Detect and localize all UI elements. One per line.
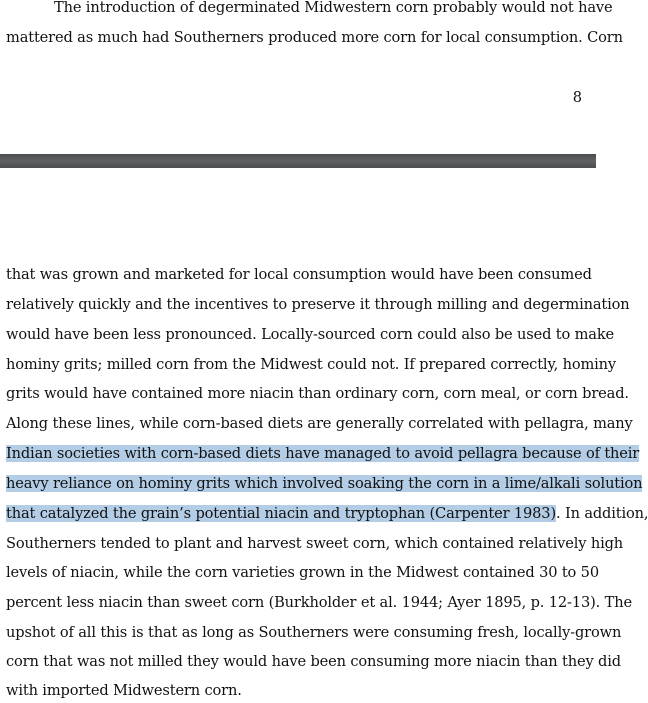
paragraph-line: The introduction of degerminated Midwestern corn probably would not have xyxy=(54,0,613,16)
paragraph-text: . In addition, xyxy=(555,505,648,522)
page-number: 8 xyxy=(572,89,582,106)
paragraph-line: grits would have contained more niacin than ordinary corn, corn meal, or corn bread. xyxy=(6,385,629,402)
text-highlight[interactable]: Indian societies with corn-based diets have managed to avoid pellagra because of their xyxy=(6,445,640,462)
text-highlight[interactable]: heavy reliance on hominy grits which involved soaking the corn in a lime/alkali solution xyxy=(6,475,643,492)
paragraph-line: with imported Midwestern corn. xyxy=(6,682,242,699)
paragraph-line: that was grown and marketed for local consumption would have been consumed xyxy=(6,266,592,283)
paragraph-line: relatively quickly and the incentives to preserve it through milling and degermination xyxy=(6,296,630,313)
paragraph-line: levels of niacin, while the corn varieties grown in the Midwest contained 30 to 50 xyxy=(6,564,599,581)
paragraph-line: Along these lines, while corn-based diets are generally correlated with pellagra, many xyxy=(6,415,633,432)
paragraph-line: percent less niacin than sweet corn (Burkholder et al. 1944; Ayer 1895, p. 12-13). The xyxy=(6,594,632,611)
paragraph-line: mattered as much had Southerners produced more corn for local consumption. Corn xyxy=(6,29,623,46)
page-top xyxy=(0,0,623,154)
paragraph-line-highlighted[interactable] xyxy=(6,474,643,494)
text-highlight[interactable]: that catalyzed the grain’s potential niacin and tryptophan (Carpenter 1983) xyxy=(6,505,556,522)
paragraph-line-highlighted[interactable] xyxy=(6,444,640,464)
paragraph-line: upshot of all this is that as long as Southerners were consuming fresh, locally-grown xyxy=(6,624,622,641)
paragraph-line: Southerners tended to plant and harvest sweet corn, which contained relatively high xyxy=(6,535,624,552)
page-separator xyxy=(0,154,596,168)
paragraph-line: hominy grits; milled corn from the Midwest could not. If prepared correctly, hominy xyxy=(6,356,617,373)
paragraph-line: would have been less pronounced. Locally-sourced corn could also be used to make xyxy=(6,326,615,343)
paragraph-line-partial-highlight[interactable] xyxy=(6,504,648,524)
paragraph-line: corn that was not milled they would have been consuming more niacin than they did xyxy=(6,653,621,670)
